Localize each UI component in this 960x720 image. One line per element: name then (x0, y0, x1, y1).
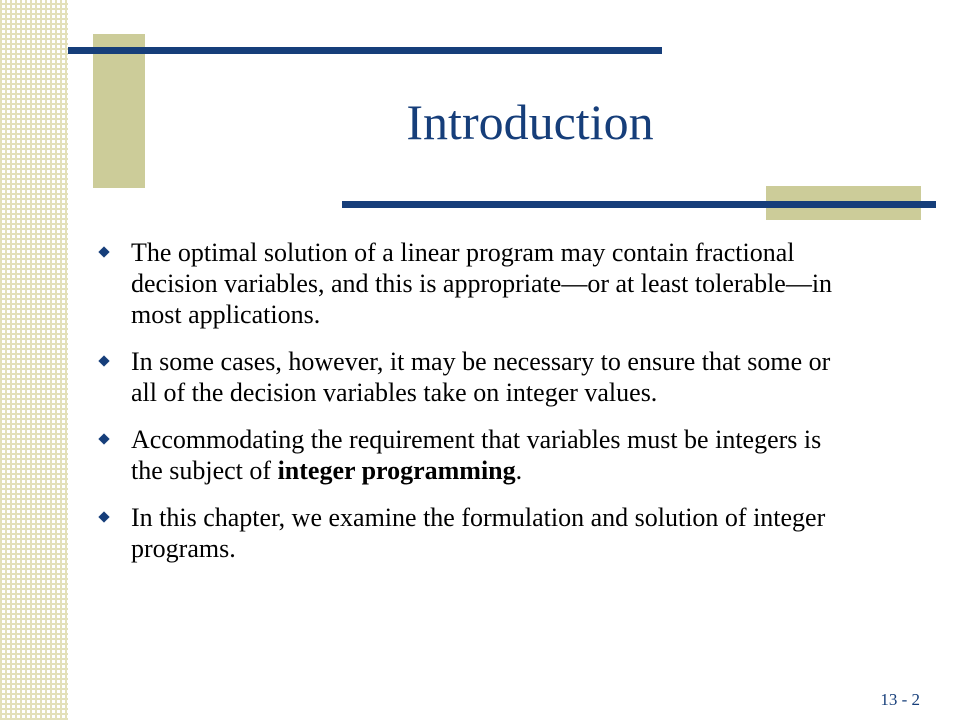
diamond-bullet-icon (98, 511, 109, 522)
bullet-text: In this chapter, we examine the formulation and solution of integer programs. (131, 503, 826, 563)
title-bottom-rule (342, 201, 936, 208)
bullet-item (96, 502, 846, 564)
bullet-text-tail: . (515, 456, 523, 485)
left-stripe-border (0, 0, 68, 720)
bullet-text: In some cases, however, it may be necessary to ensure that some or all of the decision variables take on integer values. (131, 347, 831, 407)
diamond-bullet-icon (98, 433, 109, 444)
tan-accent-block-left (93, 34, 145, 188)
title-top-rule (68, 47, 662, 54)
bullet-text-lead: Accommodating the requirement that variables must be integers is the subject of (131, 425, 822, 485)
slide-title: Introduction (406, 94, 654, 150)
key-term: integer programming (277, 456, 516, 485)
bullet-list (96, 237, 846, 580)
page-number: 13 - 2 (880, 690, 920, 709)
bullet-item (96, 237, 846, 330)
bullet-item (96, 424, 846, 486)
diamond-bullet-icon (98, 355, 109, 366)
diamond-bullet-icon (98, 246, 109, 257)
bullet-item (96, 346, 846, 408)
bullet-text: The optimal solution of a linear program may contain fractional decision variables, and this is appropriate—or at least tolerable—in most applications. (131, 238, 833, 329)
